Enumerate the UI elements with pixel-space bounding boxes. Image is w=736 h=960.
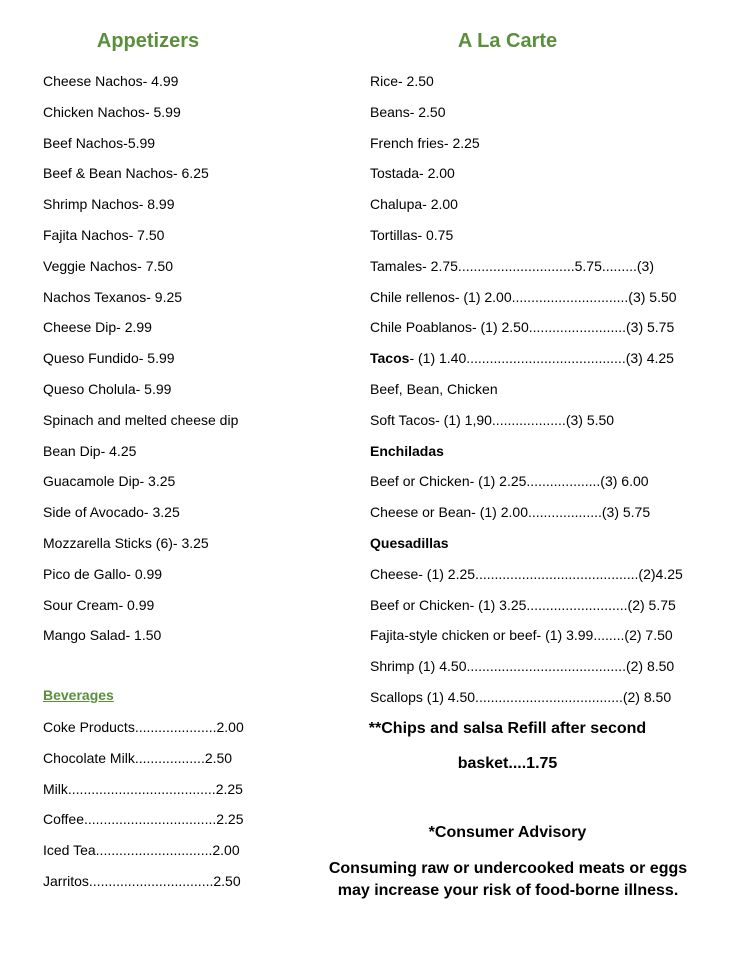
appetizer-item: Mango Salad- 1.50 [43, 627, 162, 644]
beverages-heading: Beverages [43, 687, 114, 703]
appetizer-item: Mozzarella Sticks (6)- 3.25 [43, 534, 209, 551]
a-la-carte-item: Chile rellenos- (1) 2.00..............................(3) 5.50 [370, 288, 677, 305]
a-la-carte-item: Beef or Chicken- (1) 2.25...................(3) 6.00 [370, 473, 649, 490]
appetizer-item: Shrimp Nachos- 8.99 [43, 196, 175, 213]
a-la-carte-item: Chalupa- 2.00 [370, 196, 458, 213]
beverage-item: Coffee..................................2.25 [43, 811, 244, 828]
beverage-item: Coke Products.....................2.00 [43, 719, 244, 735]
a-la-carte-item: Tortillas- 0.75 [370, 226, 454, 243]
appetizer-item: Queso Fundido- 5.99 [43, 350, 175, 367]
beverages-list [43, 718, 244, 903]
advisory-line: may increase your risk of food-borne illness. [337, 882, 679, 899]
tacos-price: - (1) 1.40.........................................(3) 4.25 [409, 350, 674, 367]
a-la-carte-item: Rice- 2.50 [370, 73, 434, 89]
appetizer-item: Cheese Nachos- 4.99 [43, 73, 179, 89]
appetizer-item: Nachos Texanos- 9.25 [43, 288, 183, 305]
tacos-item [370, 349, 683, 380]
a-la-carte-item: Fajita-style chicken or beef- (1) 3.99........(2) 7.50 [370, 627, 673, 644]
a-la-carte-item: Soft Tacos- (1) 1,90...................(3) 5.50 [370, 411, 615, 428]
quesadillas-subheading: Quesadillas [370, 534, 449, 551]
advisory-line: Consuming raw or undercooked meats or eggs [328, 860, 688, 877]
appetizer-item: Beef Nachos-5.99 [43, 134, 156, 151]
a-la-carte-item: Cheese or Bean- (1) 2.00...................(3) 5.75 [370, 504, 651, 521]
appetizer-item: Veggie Nachos- 7.50 [43, 257, 173, 274]
a-la-carte-item: Cheese- (1) 2.25..........................................(2)4.25 [370, 565, 683, 582]
appetizer-item: Spinach and melted cheese dip [43, 411, 239, 428]
consumer-advisory-title: *Consumer Advisory [428, 824, 587, 841]
a-la-carte-item: Tamales- 2.75..............................5.75.........(3) [370, 257, 654, 274]
appetizer-item: Pico de Gallo- 0.99 [43, 565, 163, 582]
a-la-carte-item: Chile Poablanos- (1) 2.50.........................(3) 5.75 [370, 319, 675, 336]
a-la-carte-item: Tostada- 2.00 [370, 165, 455, 182]
a-la-carte-item: Beans- 2.50 [370, 103, 446, 120]
a-la-carte-heading: A La Carte [457, 30, 558, 52]
tacos-label: Tacos [370, 350, 410, 367]
appetizer-item: Sour Cream- 0.99 [43, 596, 155, 613]
beverage-item: Milk......................................2.25 [43, 780, 243, 797]
enchiladas-subheading: Enchiladas [370, 442, 444, 459]
beverage-item: Chocolate Milk..................2.50 [43, 749, 233, 766]
appetizer-item: Side of Avocado- 3.25 [43, 504, 180, 521]
appetizer-item: Fajita Nachos- 7.50 [43, 226, 165, 243]
a-la-carte-item: French fries- 2.25 [370, 134, 480, 151]
a-la-carte-item: Beef or Chicken- (1) 3.25..........................(2) 5.75 [370, 596, 676, 613]
a-la-carte-item: Beef, Bean, Chicken [370, 380, 498, 397]
beverage-item: Iced Tea..............................2.00 [43, 842, 240, 859]
appetizer-item: Guacamole Dip- 3.25 [43, 473, 176, 490]
refill-note-line1: **Chips and salsa Refill after second [368, 720, 647, 737]
consumer-advisory-text [318, 858, 698, 902]
appetizers-heading: Appetizers [96, 30, 200, 52]
appetizer-item: Bean Dip- 4.25 [43, 442, 137, 459]
appetizer-item: Cheese Dip- 2.99 [43, 319, 152, 336]
a-la-carte-item: Shrimp (1) 4.50.........................................(2) 8.50 [370, 658, 675, 675]
appetizer-item: Chicken Nachos- 5.99 [43, 103, 181, 120]
appetizers-list [43, 72, 238, 657]
refill-note-line2: basket....1.75 [457, 755, 558, 772]
a-la-carte-item: Scallops (1) 4.50......................................(2) 8.50 [370, 688, 672, 705]
appetizer-item: Beef & Bean Nachos- 6.25 [43, 165, 209, 182]
appetizer-item: Queso Cholula- 5.99 [43, 380, 172, 397]
beverage-item: Jarritos................................2.50 [43, 872, 241, 889]
a-la-carte-list [370, 72, 683, 719]
